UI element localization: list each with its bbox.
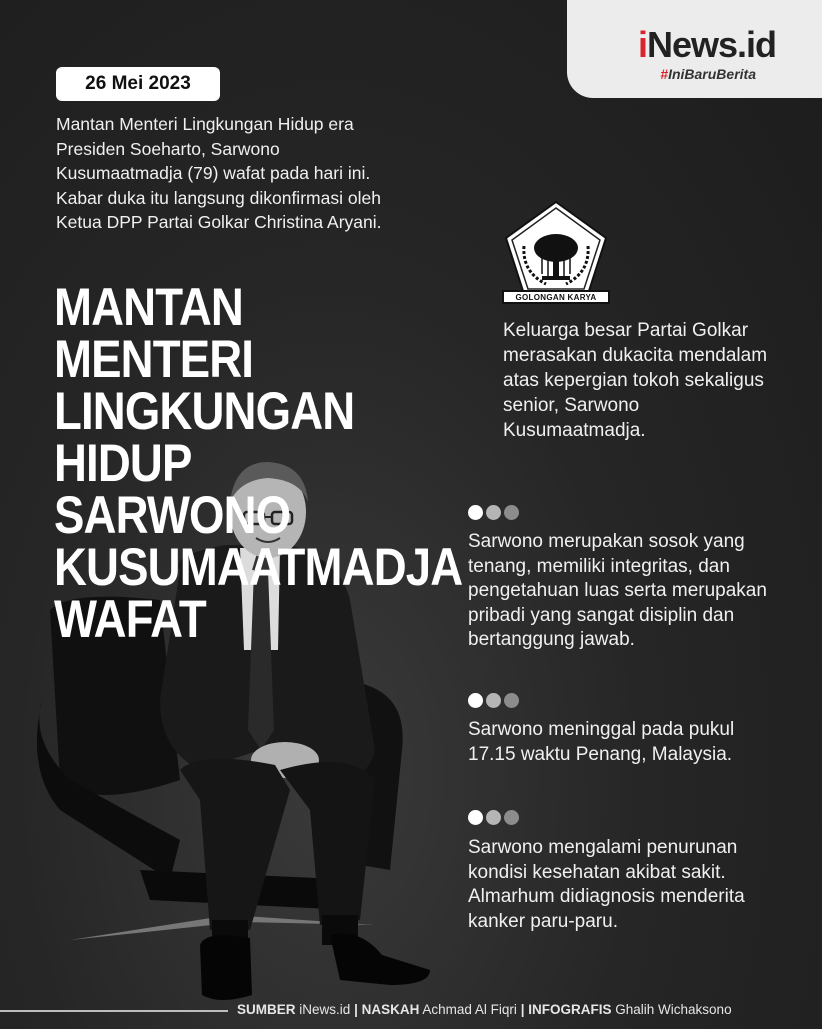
emblem-caption: GOLONGAN KARYA [502,290,610,304]
fact-item: Sarwono merupakan sosok yang tenang, memiliki integritas, dan pengetahuan luas serta merupakan pribadi yang sangat disiplin dan bertanggung jawab. [468,531,767,650]
headline-line: LINGKUNGAN HIDUP [54,382,355,493]
golkar-emblem-icon [502,200,610,308]
brand-tagline: #IniBaruBerita [660,66,756,82]
bullet-dots-icon [468,505,519,520]
credits-footer: SUMBER iNews.id | NASKAH Achmad Al Fiqri | INFOGRAFIS Ghalih Wichaksono [237,1002,732,1017]
headline-line: WAFAT [54,590,206,649]
fact-item: Sarwono meninggal pada pukul 17.15 waktu Penang, Malaysia. [468,719,735,765]
headline [54,278,463,649]
bullet-dots-icon [468,693,519,708]
golkar-statement: Keluarga besar Partai Golkar merasakan dukacita mendalam atas kepergian tokoh sekaligus senior, Sarwono Kusumaatmadja. [503,320,768,441]
bullet-dots-icon [468,810,519,825]
headline-line: MANTAN MENTERI [54,278,254,389]
date-badge: 26 Mei 2023 [56,67,220,101]
headline-line: KUSUMAATMADJA [54,538,463,597]
inews-logo[interactable]: iNews.id [637,24,776,65]
footer-divider [0,1010,228,1012]
brand-tab [567,0,822,98]
intro-paragraph: Mantan Menteri Lingkungan Hidup era Presiden Soeharto, Sarwono Kusumaatmadja (79) wafat pada hari ini. Kabar duka itu langsung dikonfirmasi oleh Ketua DPP Partai Golkar Christina Aryani. [56,114,382,232]
fact-item: Sarwono mengalami penurunan kondisi kesehatan akibat sakit. Almarhum didiagnosis menderita kanker paru-paru. [468,837,745,932]
headline-line: SARWONO [54,486,291,545]
